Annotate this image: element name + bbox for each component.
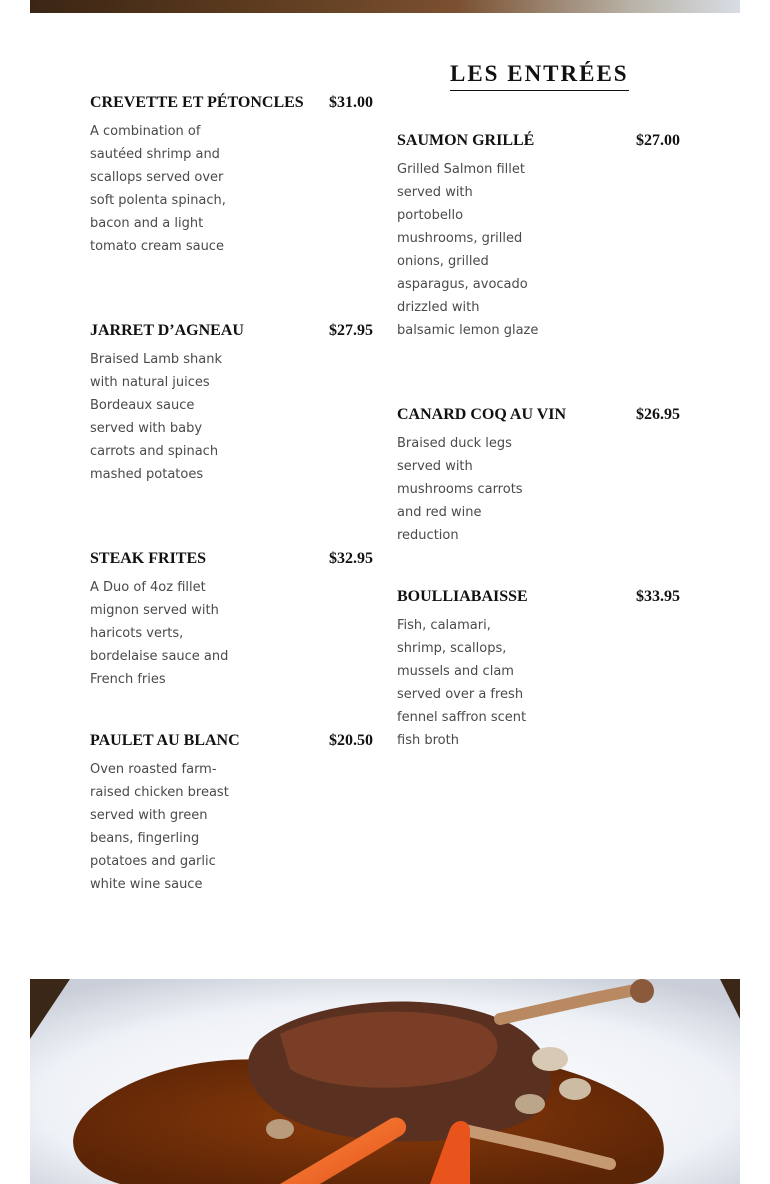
menu-item-name: CANARD COQ AU VIN — [397, 406, 567, 423]
menu-item-saumon — [397, 130, 680, 370]
menu-item-price: $26.95 — [636, 406, 680, 423]
menu-item-name: SAUMON GRILLÉ — [397, 132, 535, 149]
menu-item-name: JARRET D’AGNEAU — [90, 322, 244, 339]
section-title: LES ENTRÉES — [450, 58, 629, 91]
duck-plate-illustration — [30, 979, 740, 1184]
top-food-photo — [30, 0, 740, 13]
menu-item-description: Grilled Salmon fillet served with portobello mushrooms, grilled onions, grilled asparagus, avocado drizzled with balsamic lemon glaze — [397, 162, 539, 338]
menu-item-jarret — [90, 320, 373, 510]
menu-item-name: STEAK FRITES — [90, 550, 207, 567]
menu-item-paulet — [90, 730, 373, 920]
bottom-food-photo — [30, 979, 740, 1184]
menu-item-description: Fish, calamari, shrimp, scallops, mussels and clam served over a fresh fennel saffron scent fish broth — [397, 618, 527, 748]
menu-item-name: CREVETTE ET PÉTONCLES — [90, 94, 304, 111]
menu-item-description: Braised Lamb shank with natural juices Bordeaux sauce served with baby carrots and spinach mashed potatoes — [90, 352, 222, 482]
menu-item-price: $27.95 — [329, 322, 373, 339]
menu-item-steak-frites — [90, 548, 373, 688]
menu-item-price: $27.00 — [636, 132, 680, 149]
menu-item-description: A Duo of 4oz fillet mignon served with haricots verts, bordelaise sauce and French fries — [90, 580, 229, 687]
menu-item-price: $33.95 — [636, 588, 680, 605]
menu-item-name: PAULET AU BLANC — [90, 732, 240, 749]
menu-item-price: $32.95 — [329, 550, 373, 567]
menu-item-crevette — [90, 92, 373, 282]
menu-item-description: Braised duck legs served with mushrooms carrots and red wine reduction — [397, 436, 523, 543]
menu-item-name: BOULLIABAISSE — [397, 588, 528, 605]
menu-item-description: A combination of sautéed shrimp and scallops served over soft polenta spinach, bacon and a light tomato cream sauce — [90, 124, 226, 254]
menu-item-description: Oven roasted farm-raised chicken breast served with green beans, fingerling potatoes and garlic white wine sauce — [90, 762, 229, 892]
menu-item-boulliabaisse — [397, 586, 680, 756]
menu-item-price: $20.50 — [329, 732, 373, 749]
menu-item-price: $31.00 — [329, 94, 373, 111]
menu-item-canard — [397, 404, 680, 544]
